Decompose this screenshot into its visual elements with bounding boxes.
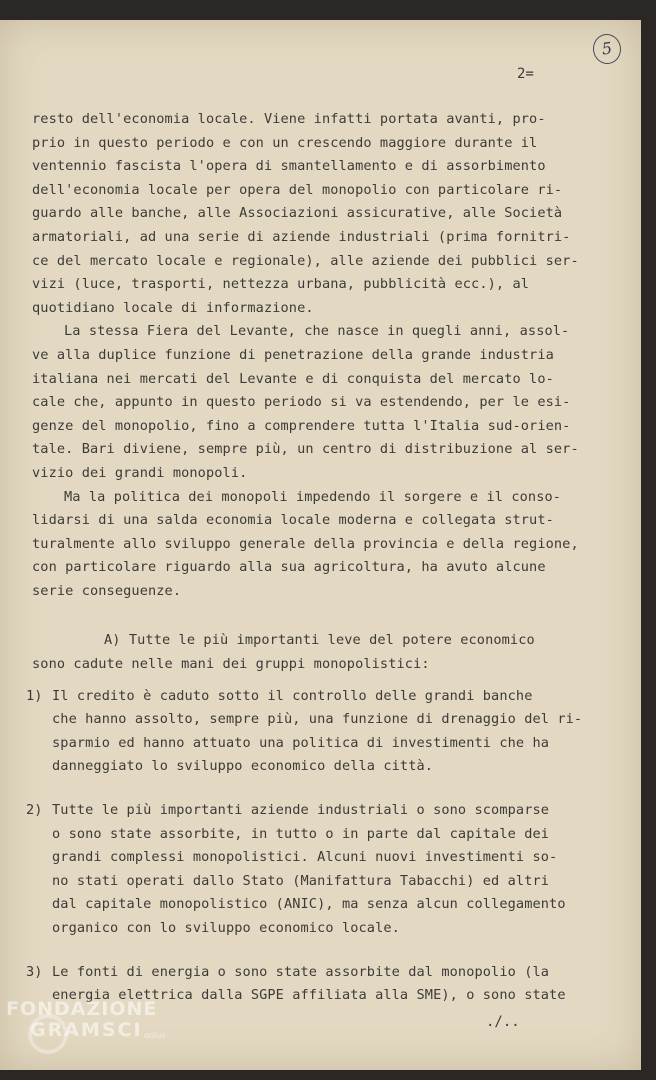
archive-watermark bbox=[6, 1000, 165, 1040]
text-line: vizio dei grandi monopoli. bbox=[32, 464, 248, 481]
text-line: quotidiano locale di informazione. bbox=[32, 299, 314, 316]
text-line: A) Tutte le più importanti leve del potere economico bbox=[104, 632, 535, 649]
section-a bbox=[32, 629, 592, 676]
text-line: resto dell'economia locale. Viene infatti portata avanti, pro- bbox=[32, 111, 546, 127]
text-line: grandi complessi monopolistici. Alcuni nuovi investimenti so- bbox=[52, 849, 558, 866]
document-body bbox=[26, 108, 592, 1008]
text-line: sparmio ed hanno attuato una politica di investimenti che ha bbox=[52, 734, 550, 751]
paragraph-1 bbox=[32, 108, 592, 320]
text-line: Le fonti di energia o sono state assorbite dal monopolio (la bbox=[52, 963, 550, 980]
text-line: prio in questo periodo e con un crescendo maggiore durante il bbox=[32, 134, 538, 151]
text-line: tale. Bari diviene, sempre più, un centro di distribuzione al ser- bbox=[32, 441, 579, 458]
text-line: vizi (luce, trasporti, nettezza urbana, pubblicità ecc.), al bbox=[32, 276, 530, 293]
document-page bbox=[0, 20, 641, 1070]
archive-page-number: 5 bbox=[591, 32, 623, 66]
text-line: che hanno assolto, sempre più, una funzione di drenaggio del ri- bbox=[52, 711, 583, 728]
text-line: con particolare riguardo alla sua agricoltura, ha avuto alcune bbox=[32, 559, 546, 576]
text-line: turalmente allo sviluppo generale della provincia e della regione, bbox=[32, 535, 579, 552]
text-line: serie conseguenze. bbox=[32, 582, 182, 599]
paragraph-3 bbox=[32, 486, 592, 604]
text-line: o sono state assorbite, in tutto o in parte dal capitale dei bbox=[52, 825, 550, 842]
text-line: danneggiato lo sviluppo economico della città. bbox=[52, 758, 434, 775]
text-line: ce del mercato locale e regionale), alle aziende dei pubblici ser- bbox=[32, 252, 579, 269]
text-line: ventennio fascista l'opera di smantellamento e di assorbimento bbox=[32, 158, 546, 175]
text-line: genze del monopolio, fino a comprendere tutta l'Italia sud-orien- bbox=[32, 417, 571, 434]
paragraph-2 bbox=[32, 320, 592, 485]
text-line: dal capitale monopolistico (ANIC), ma senza alcun collegamento bbox=[52, 896, 566, 913]
text-line: sono cadute nelle mani dei gruppi monopolistici: bbox=[32, 656, 430, 673]
text-line: organico con lo sviluppo economico locale. bbox=[52, 920, 400, 936]
text-line: cale che, appunto in questo periodo si va estendendo, per le esi- bbox=[32, 394, 571, 411]
text-line: italiana nei mercati del Levante e di conquista del mercato lo- bbox=[32, 370, 554, 387]
numbered-list bbox=[26, 685, 592, 1008]
text-line: La stessa Fiera del Levante, che nasce in quegli anni, assol- bbox=[64, 323, 570, 340]
typed-page-label: 2= bbox=[517, 66, 534, 82]
text-line: dell'economia locale per opera del monopolio con particolare ri- bbox=[32, 181, 563, 198]
continuation-mark: ./.. bbox=[486, 1014, 520, 1030]
list-number: 3) bbox=[26, 963, 43, 980]
list-number: 1) bbox=[26, 687, 43, 704]
watermark-line-2: GRAMSCI bbox=[30, 1019, 143, 1041]
text-line: Tutte le più importanti aziende industriali o sono scomparse bbox=[52, 802, 550, 819]
gramsci-logo-icon bbox=[26, 1012, 70, 1056]
text-line: guardo alle banche, alle Associazioni assicurative, alle Società bbox=[32, 205, 563, 222]
text-line: lidarsi di una salda economia locale moderna e collegata strut- bbox=[32, 512, 554, 529]
watermark-line-3: onlus bbox=[144, 1031, 166, 1040]
text-line: no stati operati dallo Stato (Manifattura Tabacchi) ed altri bbox=[52, 872, 550, 889]
list-item bbox=[26, 799, 592, 941]
list-item bbox=[26, 685, 592, 779]
watermark-line-1: FONDAZIONE bbox=[6, 998, 158, 1020]
list-number: 2) bbox=[26, 802, 43, 819]
text-line: energia elettrica dalla SGPE affiliata alla SME), o sono state bbox=[52, 987, 566, 1004]
text-line: ve alla duplice funzione di penetrazione della grande industria bbox=[32, 346, 554, 363]
text-line: Ma la politica dei monopoli impedendo il sorgere e il conso- bbox=[64, 488, 562, 505]
text-line: armatoriali, ad una serie di aziende industriali (prima fornitri- bbox=[32, 228, 571, 245]
text-line: Il credito è caduto sotto il controllo delle grandi banche bbox=[52, 687, 533, 704]
